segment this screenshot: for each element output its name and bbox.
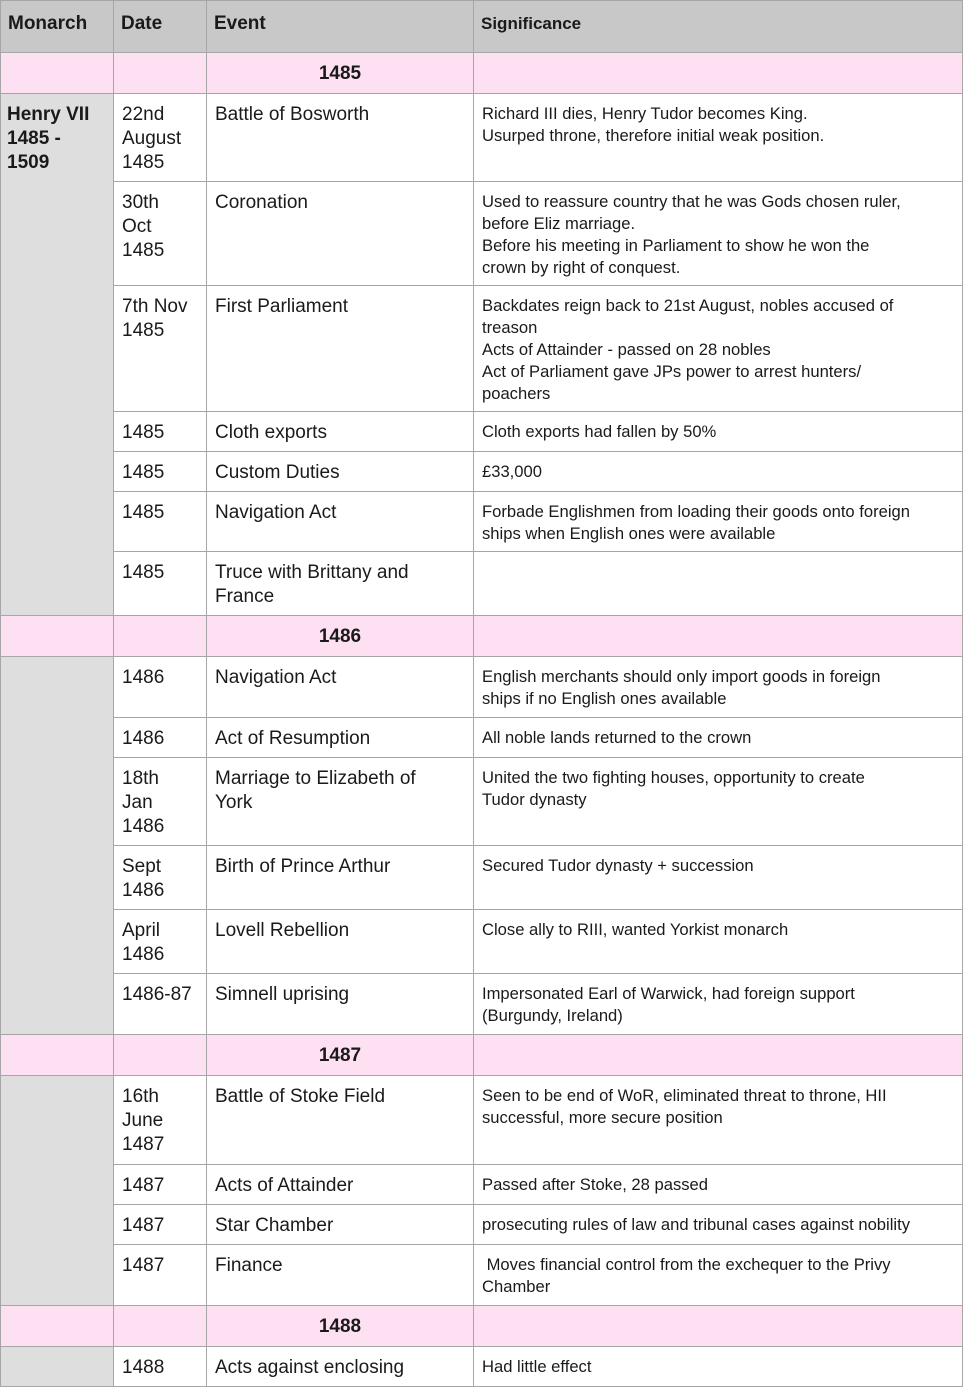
text-line: First Parliament	[215, 296, 349, 317]
text-line: 1487	[122, 1175, 165, 1196]
text-line: 1486-87	[122, 984, 192, 1005]
text-line: France	[215, 586, 275, 607]
header-row	[1, 1, 963, 53]
year-heading: 1487	[207, 1035, 474, 1076]
text-line: 1485	[122, 502, 165, 523]
date-cell	[114, 492, 207, 552]
text-line: Forbade Englishmen from loading their goods onto foreign	[482, 502, 911, 521]
text-line: crown by right of conquest.	[482, 258, 681, 277]
year-heading: 1485	[207, 53, 474, 94]
text-line: 1485	[122, 422, 165, 443]
event-cell	[207, 182, 474, 286]
year-row-monarch-cell	[1, 616, 114, 657]
text-line: 1485	[122, 562, 165, 583]
text-line: Cloth exports had fallen by 50%	[482, 422, 717, 441]
date-cell	[114, 846, 207, 910]
text-line: Passed after Stoke, 28 passed	[482, 1175, 709, 1194]
text-line: Simnell uprising	[215, 984, 350, 1005]
text-line: £33,000	[482, 462, 542, 481]
event-cell	[207, 552, 474, 616]
text-line: treason	[482, 318, 538, 337]
text-line: Custom Duties	[215, 462, 340, 483]
event-cell	[207, 758, 474, 846]
text-line: before Eliz marriage.	[482, 214, 636, 233]
event-cell	[207, 1205, 474, 1245]
event-cell	[207, 412, 474, 452]
text-line: ships if no English ones available	[482, 689, 727, 708]
text-line: York	[215, 792, 253, 813]
table-row	[1, 910, 963, 974]
date-cell	[114, 1347, 207, 1387]
text-line: Navigation Act	[215, 667, 337, 688]
text-line: 1488	[122, 1357, 165, 1378]
significance-cell	[474, 492, 963, 552]
text-line: June	[122, 1110, 164, 1131]
monarch-name: Henry VII	[7, 104, 90, 125]
date-cell	[114, 412, 207, 452]
table-row	[1, 1205, 963, 1245]
year-row-date-cell	[114, 1306, 207, 1347]
text-line: Backdates reign back to 21st August, nobles accused of	[482, 296, 894, 315]
event-cell	[207, 94, 474, 182]
year-row	[1, 1035, 963, 1076]
text-line: Chamber	[482, 1277, 551, 1296]
monarch-cell	[1, 1076, 114, 1306]
text-line: Battle of Stoke Field	[215, 1086, 386, 1107]
table-row	[1, 94, 963, 182]
year-heading: 1488	[207, 1306, 474, 1347]
table-row	[1, 846, 963, 910]
significance-cell	[474, 974, 963, 1035]
significance-cell	[474, 846, 963, 910]
date-cell	[114, 1205, 207, 1245]
text-line: 1486	[122, 728, 165, 749]
text-line: (Burgundy, Ireland)	[482, 1006, 623, 1025]
significance-cell	[474, 412, 963, 452]
significance-cell	[474, 1165, 963, 1205]
text-line: Birth of Prince Arthur	[215, 856, 391, 877]
text-line: Secured Tudor dynasty + succession	[482, 856, 754, 875]
event-cell	[207, 452, 474, 492]
text-line: 22nd	[122, 104, 165, 125]
text-line: Finance	[215, 1255, 283, 1276]
event-cell	[207, 286, 474, 412]
year-row-significance-cell	[474, 1306, 963, 1347]
text-line: 1485	[122, 240, 165, 261]
header-date: Date	[114, 1, 207, 53]
text-line: Battle of Bosworth	[215, 104, 370, 125]
text-line: Act of Resumption	[215, 728, 371, 749]
significance-cell	[474, 286, 963, 412]
text-line: Act of Parliament gave JPs power to arrest hunters/	[482, 362, 862, 381]
text-line: 7th Nov	[122, 296, 188, 317]
year-heading: 1486	[207, 616, 474, 657]
year-row-monarch-cell	[1, 53, 114, 94]
event-cell	[207, 1076, 474, 1165]
year-row-monarch-cell	[1, 1035, 114, 1076]
significance-cell	[474, 182, 963, 286]
text-line: Star Chamber	[215, 1215, 334, 1236]
date-cell	[114, 452, 207, 492]
text-line: 1485	[122, 462, 165, 483]
text-line: Coronation	[215, 192, 308, 213]
table-row	[1, 974, 963, 1035]
text-line: 1485	[122, 320, 165, 341]
significance-cell	[474, 1245, 963, 1306]
year-row-monarch-cell	[1, 1306, 114, 1347]
significance-cell	[474, 1205, 963, 1245]
significance-cell	[474, 452, 963, 492]
monarch-cell	[1, 94, 114, 616]
year-row	[1, 53, 963, 94]
text-line: 16th	[122, 1086, 159, 1107]
text-line: English merchants should only import goods in foreign	[482, 667, 881, 686]
date-cell	[114, 1165, 207, 1205]
text-line: Used to reassure country that he was Gods chosen ruler,	[482, 192, 901, 211]
text-line: August	[122, 128, 182, 149]
text-line: Lovell Rebellion	[215, 920, 350, 941]
significance-cell	[474, 910, 963, 974]
text-line: Acts of Attainder - passed on 28 nobles	[482, 340, 771, 359]
table-row	[1, 657, 963, 718]
text-line: 1487	[122, 1255, 165, 1276]
text-line: Truce with Brittany and	[215, 562, 409, 583]
text-line: Sept	[122, 856, 162, 877]
event-cell	[207, 910, 474, 974]
header-monarch: Monarch	[1, 1, 114, 53]
event-cell	[207, 1165, 474, 1205]
year-row	[1, 616, 963, 657]
monarch-years: 1485 -	[7, 128, 61, 149]
text-line: 1486	[122, 880, 165, 901]
text-line: poachers	[482, 384, 551, 403]
table-row	[1, 1245, 963, 1306]
event-cell	[207, 846, 474, 910]
date-cell	[114, 910, 207, 974]
date-cell	[114, 94, 207, 182]
event-cell	[207, 974, 474, 1035]
text-line: April	[122, 920, 161, 941]
text-line: All noble lands returned to the crown	[482, 728, 752, 747]
table-row	[1, 182, 963, 286]
event-cell	[207, 657, 474, 718]
year-row	[1, 1306, 963, 1347]
header-event: Event	[207, 1, 474, 53]
text-line: prosecuting rules of law and tribunal cases against nobility	[482, 1215, 910, 1234]
significance-cell	[474, 718, 963, 758]
date-cell	[114, 286, 207, 412]
year-row-significance-cell	[474, 616, 963, 657]
text-line: Seen to be end of WoR, eliminated threat to throne, HII	[482, 1086, 887, 1105]
significance-cell	[474, 94, 963, 182]
monarch-cell	[1, 1347, 114, 1387]
text-line: ships when English ones were available	[482, 524, 776, 543]
date-cell	[114, 1076, 207, 1165]
date-cell	[114, 182, 207, 286]
text-line: 1486	[122, 944, 165, 965]
significance-cell	[474, 657, 963, 718]
text-line: Cloth exports	[215, 422, 327, 443]
text-line: Usurped throne, therefore initial weak position.	[482, 126, 825, 145]
text-line: successful, more secure position	[482, 1108, 723, 1127]
significance-cell	[474, 1076, 963, 1165]
monarch-end: 1509	[7, 152, 50, 173]
date-cell	[114, 758, 207, 846]
text-line: Moves financial control from the exchequer to the Privy	[482, 1255, 891, 1274]
year-row-significance-cell	[474, 53, 963, 94]
text-line: 1487	[122, 1134, 165, 1155]
table-row	[1, 492, 963, 552]
table-body	[1, 53, 963, 1387]
table-row	[1, 1076, 963, 1165]
text-line: United the two fighting houses, opportunity to create	[482, 768, 865, 787]
text-line: Before his meeting in Parliament to show he won the	[482, 236, 870, 255]
date-cell	[114, 657, 207, 718]
significance-cell	[474, 552, 963, 616]
year-row-date-cell	[114, 616, 207, 657]
text-line: 1486	[122, 667, 165, 688]
text-line: Tudor dynasty	[482, 790, 587, 809]
year-row-date-cell	[114, 53, 207, 94]
table-row	[1, 452, 963, 492]
date-cell	[114, 552, 207, 616]
event-cell	[207, 492, 474, 552]
date-cell	[114, 718, 207, 758]
event-cell	[207, 1245, 474, 1306]
text-line: 1487	[122, 1215, 165, 1236]
significance-cell	[474, 758, 963, 846]
text-line: 30th	[122, 192, 159, 213]
text-line: Marriage to Elizabeth of	[215, 768, 416, 789]
text-line: Jan	[122, 792, 153, 813]
text-line: Richard III dies, Henry Tudor becomes King.	[482, 104, 808, 123]
table-row	[1, 1165, 963, 1205]
event-cell	[207, 1347, 474, 1387]
table-row	[1, 1347, 963, 1387]
monarch-cell	[1, 657, 114, 1035]
table-row	[1, 286, 963, 412]
table-row	[1, 412, 963, 452]
text-line: Close ally to RIII, wanted Yorkist monarch	[482, 920, 789, 939]
date-cell	[114, 1245, 207, 1306]
text-line: Oct	[122, 216, 152, 237]
table-row	[1, 552, 963, 616]
text-line: Acts against enclosing	[215, 1357, 405, 1378]
year-row-date-cell	[114, 1035, 207, 1076]
text-line: 18th	[122, 768, 159, 789]
year-row-significance-cell	[474, 1035, 963, 1076]
date-cell	[114, 974, 207, 1035]
text-line: 1486	[122, 816, 165, 837]
text-line: 1485	[122, 152, 165, 173]
text-line: Navigation Act	[215, 502, 337, 523]
table-row	[1, 758, 963, 846]
table-row	[1, 718, 963, 758]
text-line: Impersonated Earl of Warwick, had foreign support	[482, 984, 855, 1003]
significance-cell	[474, 1347, 963, 1387]
event-cell	[207, 718, 474, 758]
text-line: Had little effect	[482, 1357, 592, 1376]
text-line: Acts of Attainder	[215, 1175, 354, 1196]
header-significance: Significance	[474, 1, 963, 53]
